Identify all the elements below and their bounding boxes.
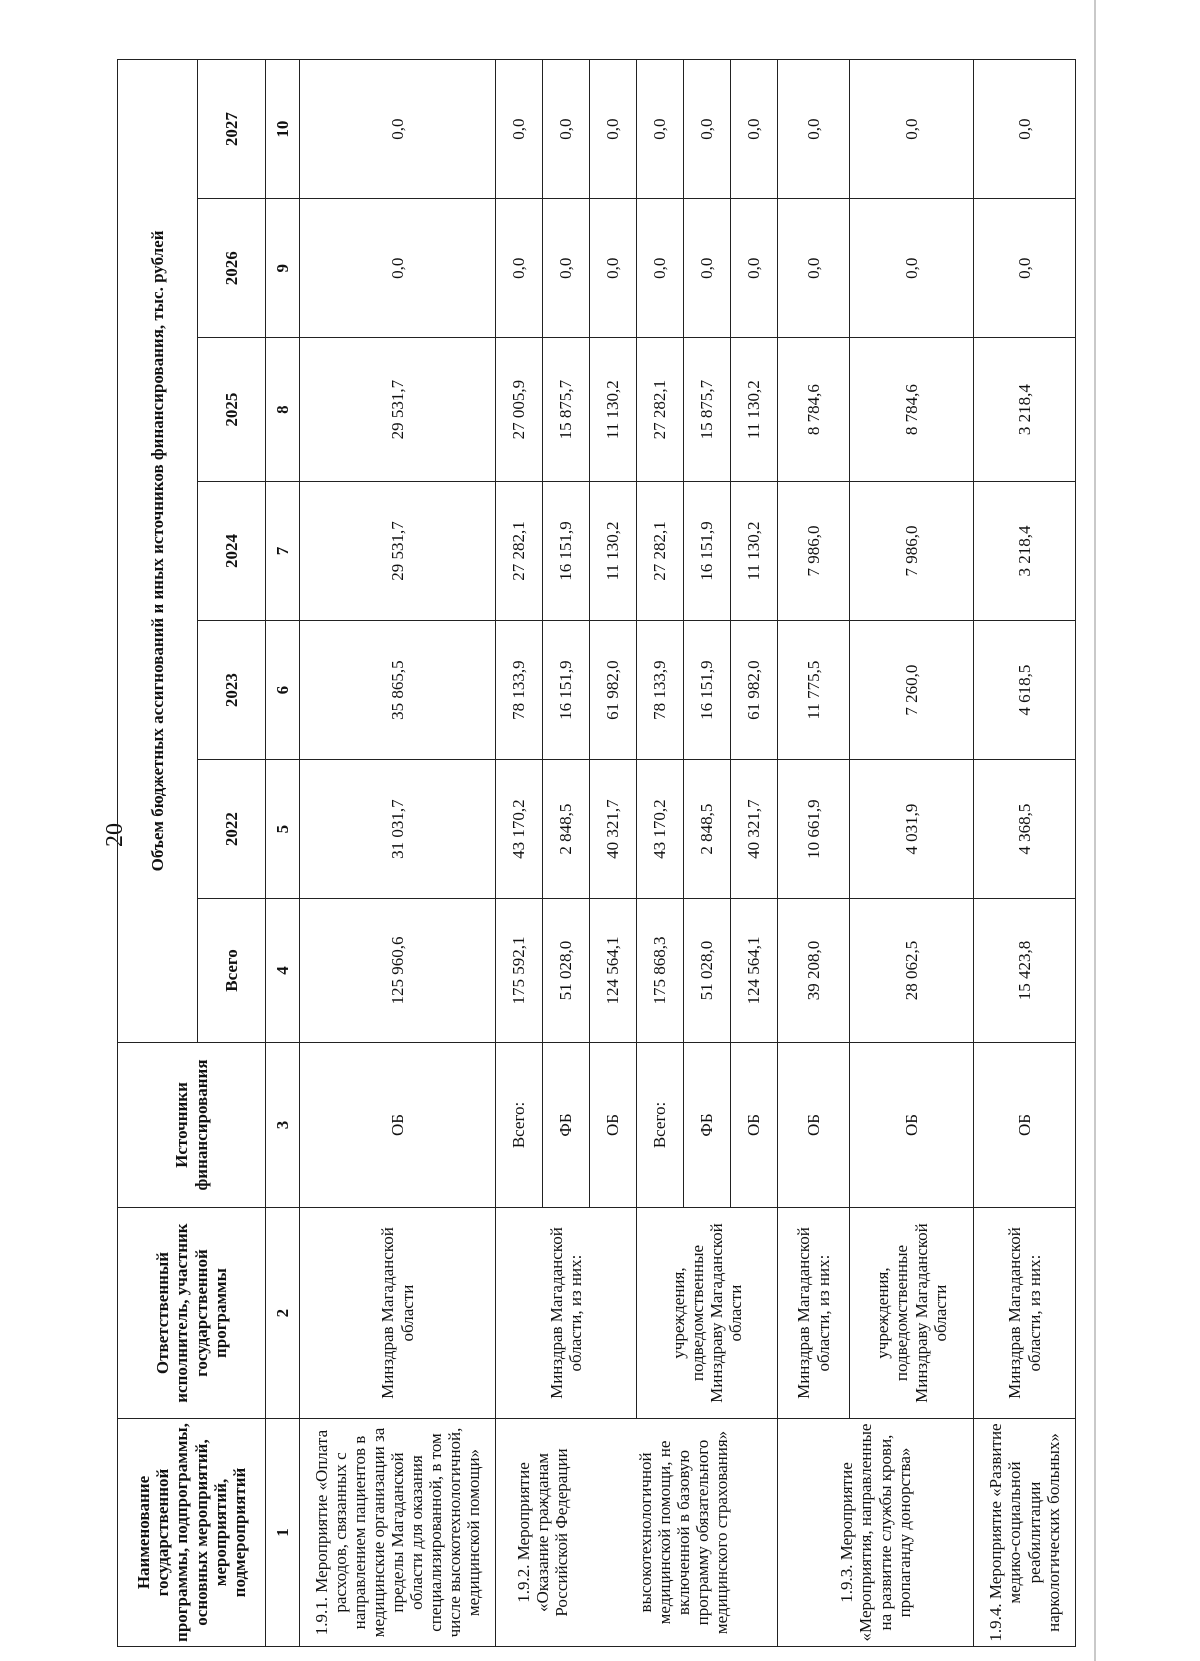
- measure-name: 1.9.1. Мероприятие «Оплата расходов, связанных с направлением пациентов в медицинские организации за пределы Магаданской области для оказания специализированной, в том числе высокотехнологичной, медицинской помощи»: [300, 1419, 496, 1647]
- header-year-2026: 2026: [198, 199, 266, 338]
- value-2025: 8 784,6: [778, 338, 850, 482]
- value-2025: 15 875,7: [684, 338, 731, 482]
- value-2024: 27 282,1: [496, 481, 543, 620]
- value-total: 124 564,1: [731, 899, 778, 1043]
- value-total: 175 868,3: [637, 899, 684, 1043]
- header-year-2024: 2024: [198, 481, 266, 620]
- value-2023: 16 151,9: [543, 621, 590, 760]
- value-2027: 0,0: [778, 60, 850, 199]
- value-2024: 27 282,1: [637, 481, 684, 620]
- source-cell: Всего:: [637, 1042, 684, 1207]
- measure-name: 1.9.2. Мероприятие «Оказание гражданам Российской Федерации: [496, 1419, 590, 1647]
- page-number: 20: [102, 823, 128, 847]
- source-cell: ОБ: [590, 1042, 637, 1207]
- value-2027: 0,0: [684, 60, 731, 199]
- table-row: [778, 60, 850, 1647]
- table-row: [300, 60, 496, 1647]
- header-volume: Объем бюджетных ассигнований и иных источников финансирования, тыс. рублей: [118, 60, 198, 1043]
- value-2023: 78 133,9: [496, 621, 543, 760]
- value-2025: 27 005,9: [496, 338, 543, 482]
- value-2024: 3 218,4: [974, 481, 1076, 620]
- value-2025: 8 784,6: [850, 338, 974, 482]
- value-2022: 43 170,2: [496, 760, 543, 899]
- value-2022: 4 031,9: [850, 760, 974, 899]
- value-2025: 27 282,1: [637, 338, 684, 482]
- value-2023: 61 982,0: [731, 621, 778, 760]
- value-2026: 0,0: [637, 199, 684, 338]
- value-2024: 11 130,2: [590, 481, 637, 620]
- value-2023: 7 260,0: [850, 621, 974, 760]
- value-2026: 0,0: [300, 199, 496, 338]
- value-total: 125 960,6: [300, 899, 496, 1043]
- executor-cell: учреждения, подведомственные Минздраву Магаданской области: [637, 1208, 778, 1419]
- value-total: 51 028,0: [543, 899, 590, 1043]
- executor-cell: учреждения, подведомственные Минздраву Магаданской области: [850, 1208, 974, 1419]
- col-number: 5: [266, 760, 300, 899]
- value-2026: 0,0: [731, 199, 778, 338]
- value-2026: 0,0: [684, 199, 731, 338]
- value-2023: 78 133,9: [637, 621, 684, 760]
- value-2027: 0,0: [300, 60, 496, 199]
- value-2026: 0,0: [543, 199, 590, 338]
- value-2022: 40 321,7: [590, 760, 637, 899]
- column-numbers-row: [266, 60, 300, 1647]
- executor-cell: Минздрав Магаданской области, из них:: [974, 1208, 1076, 1419]
- col-number: 1: [266, 1419, 300, 1647]
- value-2025: 11 130,2: [731, 338, 778, 482]
- value-2027: 0,0: [850, 60, 974, 199]
- value-2022: 31 031,7: [300, 760, 496, 899]
- value-2026: 0,0: [496, 199, 543, 338]
- value-2023: 61 982,0: [590, 621, 637, 760]
- source-cell: Всего:: [496, 1042, 543, 1207]
- measure-name: 1.9.3. Мероприятие «Мероприятия, направленные на развитие службы крови, пропаганду донорства»: [778, 1419, 974, 1647]
- measure-name-continued: высокотехнологичной медицинской помощи, не включенной в базовую программу обязательного медицинского страхования»: [590, 1419, 778, 1647]
- col-number: 3: [266, 1042, 300, 1207]
- source-cell: ОБ: [778, 1042, 850, 1207]
- value-2024: 7 986,0: [778, 481, 850, 620]
- value-2025: 29 531,7: [300, 338, 496, 482]
- source-cell: ФБ: [684, 1042, 731, 1207]
- value-2022: 43 170,2: [637, 760, 684, 899]
- col-number: 4: [266, 899, 300, 1043]
- header-executor: Ответственный исполнитель, участник государственной программы: [118, 1208, 266, 1419]
- source-cell: ОБ: [300, 1042, 496, 1207]
- col-number: 6: [266, 621, 300, 760]
- value-total: 28 062,5: [850, 899, 974, 1043]
- source-cell: ОБ: [850, 1042, 974, 1207]
- page-edge-line: [1094, 0, 1096, 1661]
- table-row: [496, 60, 543, 1647]
- value-2026: 0,0: [778, 199, 850, 338]
- header-year-2025: 2025: [198, 338, 266, 482]
- value-2026: 0,0: [974, 199, 1076, 338]
- value-2027: 0,0: [590, 60, 637, 199]
- value-total: 39 208,0: [778, 899, 850, 1043]
- value-2024: 7 986,0: [850, 481, 974, 620]
- value-2023: 11 775,5: [778, 621, 850, 760]
- value-total: 124 564,1: [590, 899, 637, 1043]
- table-row: [850, 60, 974, 1647]
- value-2027: 0,0: [974, 60, 1076, 199]
- value-2022: 10 661,9: [778, 760, 850, 899]
- value-2022: 2 848,5: [684, 760, 731, 899]
- col-number: 2: [266, 1208, 300, 1419]
- executor-cell: Минздрав Магаданской области: [300, 1208, 496, 1419]
- table-row: [974, 60, 1076, 1647]
- value-2022: 2 848,5: [543, 760, 590, 899]
- value-2025: 15 875,7: [543, 338, 590, 482]
- source-cell: ОБ: [731, 1042, 778, 1207]
- header-source: Источники финансирования: [118, 1042, 266, 1207]
- value-total: 175 592,1: [496, 899, 543, 1043]
- executor-cell: Минздрав Магаданской области, из них:: [496, 1208, 637, 1419]
- header-year-2023: 2023: [198, 621, 266, 760]
- header-row-1: [118, 60, 198, 1647]
- header-year-total: Всего: [198, 899, 266, 1043]
- col-number: 8: [266, 338, 300, 482]
- value-2022: 40 321,7: [731, 760, 778, 899]
- rotated-table-container: [117, 59, 1075, 1647]
- value-total: 15 423,8: [974, 899, 1076, 1043]
- value-2026: 0,0: [590, 199, 637, 338]
- value-2027: 0,0: [731, 60, 778, 199]
- value-2023: 35 865,5: [300, 621, 496, 760]
- value-total: 51 028,0: [684, 899, 731, 1043]
- value-2023: 4 618,5: [974, 621, 1076, 760]
- value-2026: 0,0: [850, 199, 974, 338]
- value-2022: 4 368,5: [974, 760, 1076, 899]
- source-cell: ФБ: [543, 1042, 590, 1207]
- value-2024: 16 151,9: [684, 481, 731, 620]
- executor-cell: Минздрав Магаданской области, из них:: [778, 1208, 850, 1419]
- value-2024: 16 151,9: [543, 481, 590, 620]
- table-row: [637, 60, 684, 1647]
- value-2024: 29 531,7: [300, 481, 496, 620]
- col-number: 9: [266, 199, 300, 338]
- value-2025: 3 218,4: [974, 338, 1076, 482]
- value-2027: 0,0: [637, 60, 684, 199]
- col-number: 10: [266, 60, 300, 199]
- header-year-2022: 2022: [198, 760, 266, 899]
- budget-table: [117, 59, 1076, 1647]
- value-2027: 0,0: [496, 60, 543, 199]
- value-2023: 16 151,9: [684, 621, 731, 760]
- header-year-2027: 2027: [198, 60, 266, 199]
- header-name: Наименование государственной программы, подпрограммы, основных мероприятий, мероприятий, подмероприятий: [118, 1419, 266, 1647]
- measure-name: 1.9.4. Мероприятие «Развитие медико-социальной реабилитации наркологических больных»: [974, 1419, 1076, 1647]
- value-2025: 11 130,2: [590, 338, 637, 482]
- value-2027: 0,0: [543, 60, 590, 199]
- source-cell: ОБ: [974, 1042, 1076, 1207]
- value-2024: 11 130,2: [731, 481, 778, 620]
- col-number: 7: [266, 481, 300, 620]
